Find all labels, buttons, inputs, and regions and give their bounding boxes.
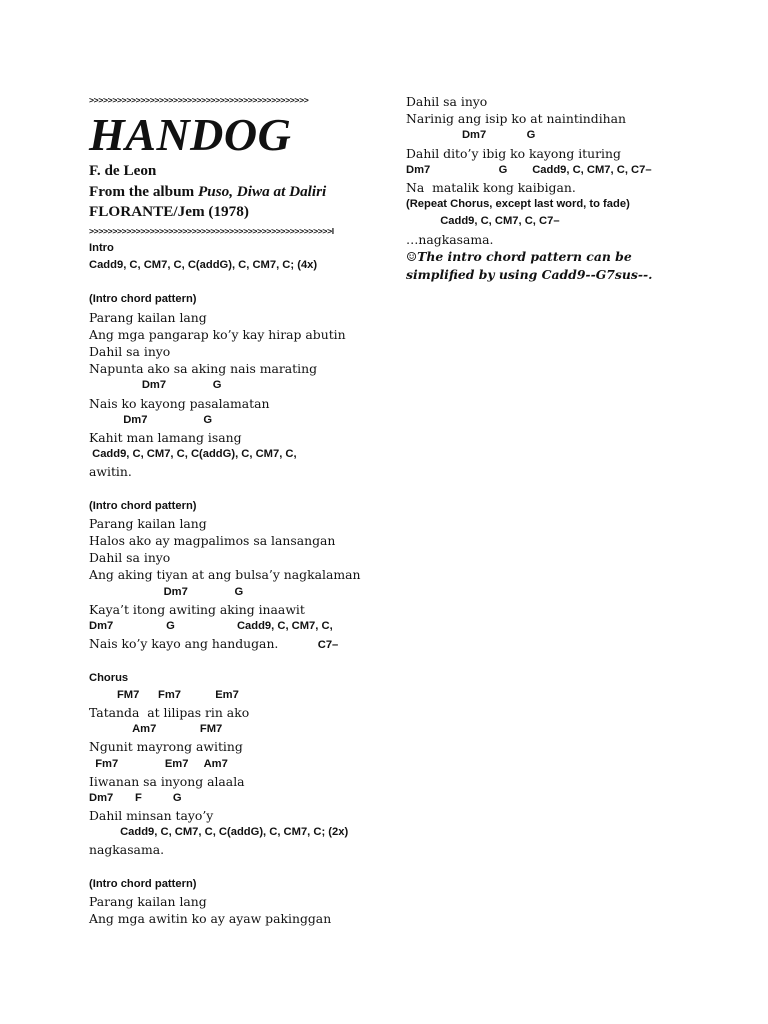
lyric-line: Parang kailan lang [89,894,207,909]
chord-line: Cadd9, C, CM7, C, C(addG), C, CM7, C; (4x) [89,259,318,272]
lyric-line: Dahil dito’y ibig ko kayong ituring [406,145,621,161]
lyric-line: Parang kailan lang [89,309,207,325]
lyric-line: Iiwanan sa inyong alaala [89,773,245,789]
lyric-line: Kaya’t itong awiting aking inaawit [89,601,305,617]
chord-line: (Intro chord pattern) [89,293,197,306]
lyric-line: …nagkasama. [406,231,494,247]
right-song-body [406,93,746,248]
chord-line: Dm7 G [89,585,244,598]
album-name: Puso, Diwa at Daliri [197,182,327,200]
right-column [406,93,746,285]
chord-line: Fm7 Em7 Am7 [89,757,228,770]
song-title: HANDOG [89,109,292,161]
chord-line: Dm7 F G [89,791,182,804]
lyric-line: Halos ako ay magpalimos sa lansangan [89,533,336,549]
lyric-line: Dahil sa inyo [406,94,488,109]
blank-line [89,652,389,669]
blank-line [89,274,389,291]
footnote-line-1: ☺The intro chord pattern can be [406,248,632,264]
lyric-line: Nais ko kayong pasalamatan [89,395,270,411]
blank-line [89,481,389,498]
chord-line: FM7 Fm7 Em7 [89,688,239,701]
album-line [89,182,389,203]
left-song-body [89,240,389,928]
arrow-divider-top: >>>>>>>>>>>>>>>>>>>>>>>>>>>>>>>>>>>>>>>>>>>>>>> [89,95,309,105]
lyric-line: awitin. [89,464,132,480]
song-author: F. de Leon [89,162,157,180]
chord-line: Cadd9, C, CM7, C, C(addG), C, CM7, C; (2x) [89,826,349,839]
chord-line: Chorus [89,671,129,684]
lyric-chord-line: Nais ko’y kayo ang handugan. C7– [89,636,339,652]
lyric-line: Na matalik kong kaibigan. [406,179,576,195]
artist-year: FLORANTE/Jem (1978) [89,203,249,221]
chord-line: (Intro chord pattern) [89,499,197,512]
footnote-line-2: simplified by using Cadd9--G7sus--. [406,267,653,283]
lyric-line: nagkasama. [89,842,165,858]
left-column [89,92,389,927]
arrow-divider-bottom: >>>>>>>>>>>>>>>>>>>>>>>>>>>>>>>>>>>>>>>>>>>>>>>>>>>>l [89,225,334,236]
lyric-line: Ang mga pangarap ko’y kay hirap abutin [89,326,346,342]
lyric-line: Ang aking tiyan at ang bulsa’y nagkalaman [89,567,361,583]
lyric-line: Ang mga awitin ko ay ayaw pakinggan [89,911,332,927]
album-prefix: From the album [89,182,198,200]
chord-line: Intro [89,241,114,254]
chord-line: Dm7 G [89,413,213,426]
chord-line: Am7 FM7 [89,723,223,736]
lyric-line: Narinig ang isip ko at naintindihan [406,111,627,127]
chord-line: Cadd9, C, CM7, C, C(addG), C, CM7, C, [89,448,297,461]
lyric-line: Ngunit mayrong awiting [89,739,243,755]
chord-line: (Intro chord pattern) [89,877,197,890]
lyric-line: Dahil sa inyo [89,550,171,566]
inline-chord: C7– [317,639,339,652]
lyric-line: Dahil sa inyo [89,344,171,359]
chord-line: Dm7 G [406,129,536,142]
lyric-line: Parang kailan lang [89,515,207,531]
chord-line: Dm7 G [89,379,222,392]
lyric-line: Tatanda at lilipas rin ako [89,704,250,720]
chord-line: (Repeat Chorus, except last word, to fade) [406,198,630,211]
chord-line: Dm7 G Cadd9, C, CM7, C, C7– [406,163,652,176]
lyric-line: Kahit man lamang isang [89,429,242,445]
chord-line: Dm7 G Cadd9, C, CM7, C, [89,620,333,632]
chord-line: Cadd9, C, CM7, C, C7– [406,215,560,228]
lyric-line: Dahil minsan tayo’y [89,808,214,824]
lyric-line: Napunta ako sa aking nais marating [89,361,318,377]
blank-line [89,859,389,876]
